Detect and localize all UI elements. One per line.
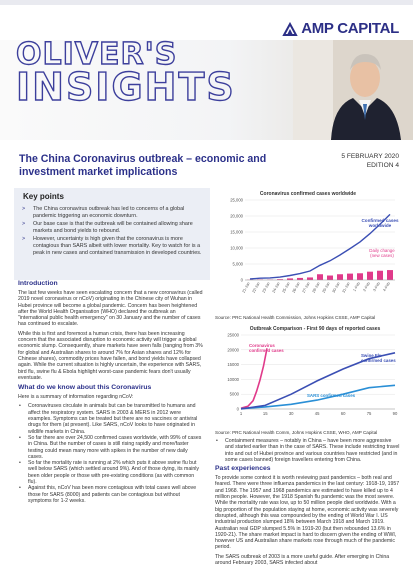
x-tick-label: 1 [239, 411, 243, 416]
bar-daily-change [347, 274, 353, 280]
bar-daily-change [317, 274, 323, 280]
amp-capital-logo [282, 20, 399, 37]
y-tick-label: 25,000 [230, 197, 243, 203]
x-tick-label: 45 [314, 411, 320, 416]
y-tick-label: 5000 [229, 391, 239, 397]
x-tick-label: 27-Jan [301, 281, 311, 294]
chart-source: Source: PRC National Health Commission, Johns Hopkins CSSE, AMP Capital [215, 315, 376, 320]
chart-title: Outbreak Comparison - First 90 days of reported cases [249, 326, 381, 332]
chart-outbreak-comparison [215, 323, 401, 428]
y-tick-label: 0 [236, 406, 239, 412]
series-label: SARS confirmed cases [307, 393, 356, 398]
x-tick-label: 1-Feb [352, 281, 361, 293]
chevron-right-icon: > [22, 206, 26, 212]
edition-number: EDITION 4 [366, 162, 399, 169]
series-line [241, 348, 267, 408]
series-label: Swine Flu [361, 353, 382, 358]
y-tick-label: 0 [240, 277, 243, 283]
cases-chart-svg [215, 188, 401, 308]
chevron-right-icon: > [22, 236, 26, 243]
masthead-title [16, 40, 236, 109]
publication-info [341, 152, 399, 170]
bullet-item: • So far the mortality rate is running at 2% which puts it above swine flu but well below SARS (which settled around 9%). And of those dying, its mainly been older people or those with pre-existing conditions (as with common flu). [18, 460, 204, 485]
x-tick-label: 3-Feb [372, 281, 381, 293]
x-tick-label: 25-Jan [281, 281, 291, 294]
x-tick-label: 21-Jan [241, 281, 251, 294]
y-tick-label: 10,000 [230, 245, 243, 251]
masthead-line1: OLIVER'S [16, 40, 178, 72]
x-tick-label: 24-Jan [271, 281, 281, 294]
amp-logo-icon [282, 22, 298, 36]
series-label: Confirmed cases [361, 218, 399, 223]
bar-daily-change [307, 277, 313, 280]
x-tick-label: 2-Feb [362, 281, 371, 293]
right-column [215, 188, 401, 569]
bar-daily-change [377, 271, 383, 280]
x-tick-label: 75 [366, 411, 372, 416]
y-tick-label: 5,000 [232, 261, 243, 267]
series-label: confirmed cases [249, 348, 284, 353]
x-tick-label: 26-Jan [291, 281, 301, 294]
x-tick-label: 22-Jan [251, 281, 261, 294]
bullet-item: • Coronaviruses circulate in animals but can be transmitted to humans and affect the respiratory system. SARS in 2003 & MERS in 2012 were examples. Symptoms can be treated but there are no vaccines or antiviral drugs for them (at present). Like SARS, nCoV looks to have originated in wildlife markets in China. [18, 403, 204, 434]
left-column [18, 280, 204, 504]
x-tick-label: 4-Feb [382, 281, 391, 293]
bar-daily-change [357, 273, 363, 280]
bullet-item: • Against this, nCoV has been more contagious with total cases well above those for SARS (8000) and patients can be contagious but without symptoms for 1-2 weeks. [18, 485, 204, 504]
article-headline: The China Coronavirus outbreak – economic and investment market implications [19, 153, 267, 178]
x-tick-label: 15 [262, 411, 268, 416]
containment-bullets [215, 438, 401, 463]
masthead-line2: INSIGHTS [16, 65, 236, 109]
y-tick-label: 15000 [227, 362, 239, 368]
key-point-item: > However, uncertainty is high given that the coronavirus is more contagious than SARS albeit with lower mortality. Key to watch for is a peak in new cases and contained transmission in developed countries. [22, 236, 202, 256]
x-tick-label: 60 [340, 411, 346, 416]
series-label: confirmed cases [361, 358, 396, 363]
x-tick-label: 90 [392, 411, 398, 416]
past-paragraph: The SARS outbreak of 2003 is a more useful guide. After emerging in China around February 2003, SARS infected about [215, 553, 390, 567]
x-tick-label: 31-Jan [341, 281, 351, 294]
series-label: Daily change [369, 248, 395, 253]
x-tick-label: 23-Jan [261, 281, 271, 294]
intro-paragraph: The last few weeks have seen escalating concern that a new coronavirus (called 2019 novel coronavirus or nCoV) originating in the Chinese city of Wuhan in Hubei province will become a global pandemic. Concern has been heightened after the World Health Organisation (WHO) declared the outbreak an "international public health emergency" on 30 January and the number of cases has continued to escalate. [18, 290, 203, 328]
key-point-item: > Our base case is that the outbreak will be contained allowing share markets and bond yields to rebound. [22, 221, 193, 234]
bar-daily-change [297, 278, 303, 280]
key-point-item: > The China coronavirus outbreak has led to concerns of a global pandemic triggering an economic downturn. [22, 206, 185, 219]
chart-cases-worldwide [215, 188, 401, 313]
intro-paragraph: While this is first and foremost a human crisis, there has been increasing concern that the associated disruption to economic activity will trigger a global economic slump. Consequently, share markets have seen falls (ranging from 3% for global and Australian shares to around 7% for Asian shares and 12% for Chinese shares), commodity prices have fallen, and bond yields have collapsed again. While the current situation is highly uncertain, the experience with SARS, bird flu, swine flu & Ebola highlight worst-case pandemic fears don't usually eventuate. [18, 330, 203, 381]
x-tick-label: 30 [288, 411, 294, 416]
intro-heading: Introduction [18, 280, 58, 287]
known-heading: What do we know about this Coronavirus [18, 384, 152, 392]
bar-daily-change [387, 270, 393, 280]
publication-date: 5 FEBRUARY 2020 [341, 153, 399, 160]
y-tick-label: 10000 [227, 376, 239, 382]
logo-text: AMP CAPITAL [301, 20, 399, 37]
key-points-title: Key points [23, 192, 64, 201]
bar-daily-change [327, 276, 333, 280]
chart-source: Source: PRC National Health Comm, Johns Hopkins CSSE, WHO, AMP Capital [215, 430, 378, 435]
comparison-chart-svg [215, 323, 401, 423]
series-label: worldwide [368, 223, 392, 228]
masthead-banner [0, 40, 413, 140]
past-heading: Past experiences [215, 465, 271, 473]
chart-title: Coronavirus confirmed cases worldwide [259, 191, 357, 197]
bar-daily-change [367, 272, 373, 280]
known-lead: Here is a summary of information regarding nCoV: [18, 394, 134, 401]
bar-daily-change [337, 274, 343, 280]
series-label: Coronavirus [249, 343, 275, 348]
y-tick-label: 15,000 [230, 229, 243, 235]
key-points-list [22, 206, 206, 258]
chevron-right-icon: > [22, 221, 26, 228]
known-bullets [18, 403, 204, 504]
bullet-item: • Containment measures – notably in China – have been more aggressive and started earlier than in the case of SARS. These include restricting travel into and out of Hubei province and various countries have restricted (and in some cases banned) foreign travellers entering from China. [215, 438, 401, 463]
x-tick-label: 29-Jan [321, 281, 331, 294]
past-paragraph: To provide some context it is worth reviewing past pandemics – both real and feared. There were three influenza pandemics in the last century: 1918-19, 1957 and 1968. The 1957 and 1968 pandemics are estimated to have killed up to 4 million people. However, the 1918 Spanish flu pandemic was the most severe. While the mortality rate was low, up to 50 million people died worldwide. With a big proportion of the population staying at home, economic activity was severely disrupted, although this was compounded by the ending of World War I. US industrial production slumped 18% between March 1918 and March 1919. Australian real GDP slumped 5.5% in 1919-20 (but then rebounded 13.6% in 1920-21). The share market impact is hard to discern given the ending of WWI, however US and Australian share markets rose through much of the pandemic period. [215, 475, 400, 551]
y-tick-label: 20,000 [230, 213, 243, 219]
series-label: (new cases) [370, 253, 394, 258]
y-tick-label: 25000 [227, 332, 239, 338]
x-tick-label: 30-Jan [331, 281, 341, 294]
y-tick-label: 20000 [227, 347, 239, 353]
top-rule [0, 0, 413, 5]
x-tick-label: 28-Jan [311, 281, 321, 294]
key-points-box [14, 188, 210, 280]
bullet-item: • So far there are over 24,500 confirmed cases worldwide, with 99% of cases in China. But the number of cases is still rising rapidly and more/faster testing could mean many more with spikes in the number of new daily cases. [18, 435, 204, 460]
author-photo [293, 40, 413, 140]
